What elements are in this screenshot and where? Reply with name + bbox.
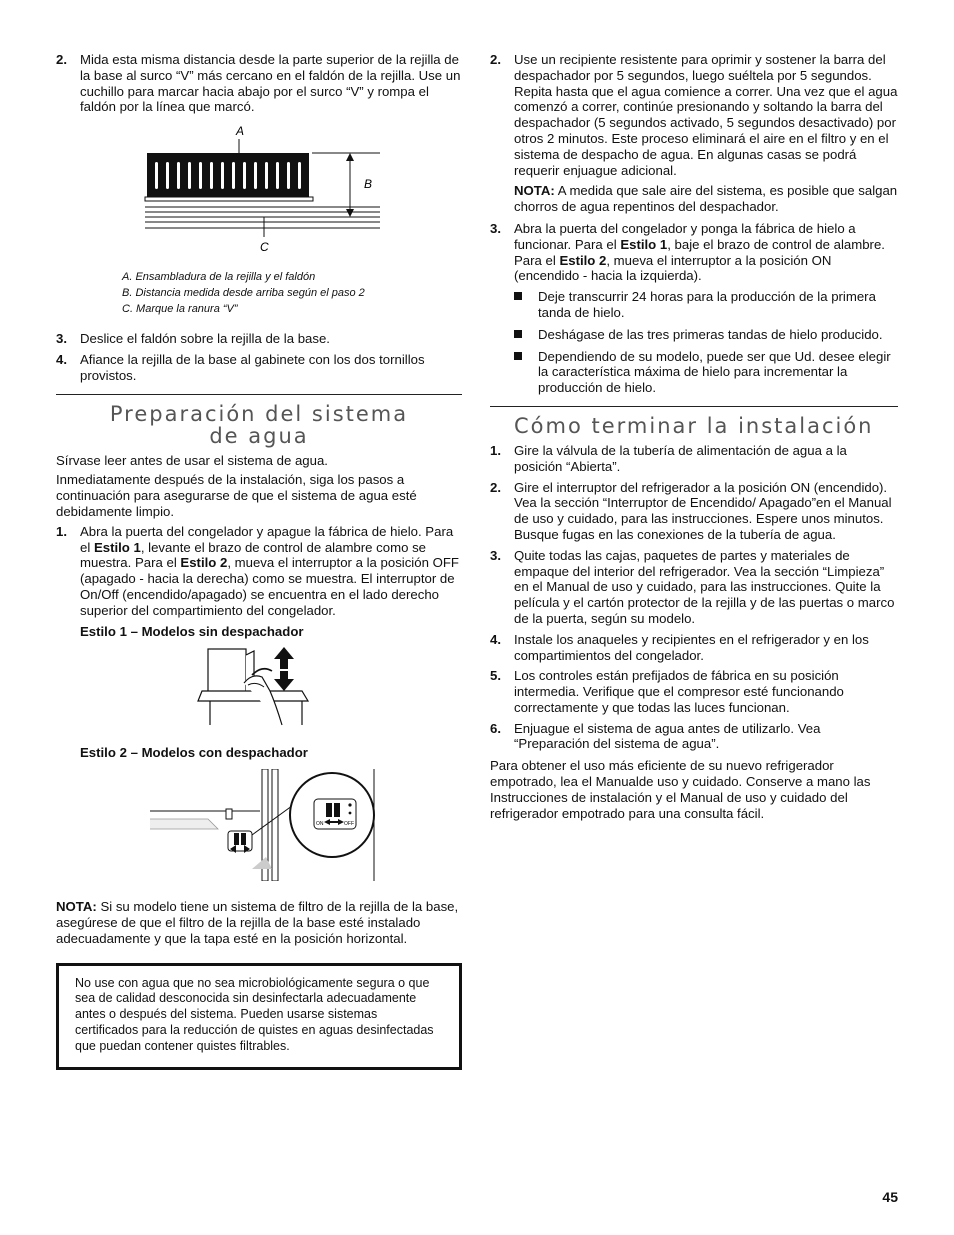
step-text: Los controles están prefijados de fábrica en su posición intermedia. Verifique que el compresor esté funcionando correctamente y que todas las luces funcionan. [514,668,844,715]
finish-step-2 [490,480,898,543]
dispenser-note [514,183,898,215]
style-2-bold: Estilo 2 [559,252,607,268]
ice-maker-arm-illustration [152,645,312,729]
finish-step-3 [490,548,898,627]
step-text: Quite todas las cajas, paquetes de partes y materiales de empaque del interior del refrigerador. Vea la sección “Limpieza” en el Manual de uso y cuidado, para las instrucciones. Quite la película y el cartón protector de la rejilla y de las puertas o marco de la puerta, según su modelo. [514,547,895,626]
style-1-heading: Estilo 1 – Modelos sin despachador [80,623,304,639]
style-1-figure [152,645,312,729]
caption-c: C. Marque la ranura “V” [122,303,238,316]
style-2-heading: Estilo 2 – Modelos con despachador [80,745,308,761]
style-1-bold: Estilo 1 [620,236,668,252]
step-text: Use un recipiente resistente para oprimir y sostener la barra del despachador por 5 segundos, luego suéltela por 5 segundos. Repita hasta que el agua comience a correr. Una vez que el agua comenzó a correr, continúe presionando y soltando la barra del despachador (5 segundos activado, 5 segundos desactivado) por otros 2 minutos. Este proceso eliminará el aire en el filtro y en el sistema de despacho de agua. En algunas casas se podrá requerir enjuague adicional. [514,52,898,178]
label-c: C [260,240,269,255]
step-text: Afiance la rejilla de la base al gabinete con los dos tornillos provistos. [80,351,425,383]
caption-b: B. Distancia medida desde arriba según el paso 2 [122,287,365,300]
closing-paragraph: Para obtener el uso más eficiente de su nuevo refrigerador empotrado, lea el Manualde uso y cuidado. Conserve a mano las Instrucciones de instalación y el Manual de uso y cuidado del refrigerador empotrado para una consulta fácil. [490,758,871,821]
note-label: NOTA: [56,899,97,915]
step-text: Abra la puerta del congelador y apague la fábrica de hielo. Para el [80,523,454,555]
finish-install-title: Cómo terminar la instalación [514,413,874,438]
left-column [56,52,462,1070]
grille-step-4 [56,352,462,384]
step-number: 2. [490,479,501,495]
water-warning-box [56,963,462,1070]
bullet-text: Deshágase de las tres primeras tandas de hielo producido. [538,326,883,342]
right-column [490,52,898,825]
ice-bullet-2 [514,327,898,343]
water-step-3 [490,221,898,284]
grille-figure [142,125,392,265]
bullet-text: Dependiendo de su modelo, puede ser que Ud. desee elegir la característica máxima de hielo para incrementar la producción de hielo. [538,348,891,396]
step-number: 4. [490,631,501,647]
step-number: 3. [490,547,501,563]
on-label: ON [316,821,324,828]
step-number: 3. [490,220,501,236]
style-2-bold: Estilo 2 [180,555,228,571]
style-1-bold: Estilo 1 [93,539,141,555]
step-number: 3. [56,331,67,347]
step-text: Deslice el faldón sobre la rejilla de la base. [80,331,330,347]
title-line-1: Preparación del sistema [109,401,409,426]
bullet-text: Deje transcurrir 24 horas para la producción de la primera tanda de hielo. [538,289,876,320]
step-text: Mida esta misma distancia desde la parte superior de la rejilla de la base al surco “V” más cercano en el faldón de la rejilla. Use un cuchillo para marcar hacia abajo por el surco “V” y rompa el faldón por la línea que marcó. [80,52,461,115]
step-number: 1. [490,442,501,458]
step-number: 6. [490,720,501,736]
label-b: B [364,177,373,192]
page-number: 45 [882,1189,898,1205]
step-text: Instale los anaqueles y recipientes en el refrigerador y en los compartimientos del congelador. [514,631,869,663]
style-2-figure [148,769,388,881]
label-a: A [236,125,245,139]
filter-note [56,899,462,946]
note-text: A medida que sale aire del sistema, es posible que salgan chorros de agua repentinos del despachador. [514,183,898,215]
bullet-square-icon [514,330,522,338]
step-number: 2. [490,52,501,67]
water-step-1 [56,524,462,619]
step-text: Enjuague el sistema de agua antes de utilizarlo. Vea “Preparación del sistema de agua”. [514,720,821,752]
title-line-2: de agua [209,423,309,448]
water-system-title [56,403,462,447]
grille-step-2 [56,52,462,115]
step-number: 5. [490,668,501,684]
finish-step-5 [490,668,898,715]
section-divider [490,406,898,407]
bullet-square-icon [514,292,522,300]
figure-captions [56,269,462,317]
water-step-2 [490,52,898,178]
step-text: , levante el brazo de control de alambre como se muestra. Para el [80,539,426,571]
step-number: 2. [56,52,67,67]
caption-a: A. Ensambladura de la rejilla y el faldón [122,271,316,284]
note-label: NOTA: [514,183,555,199]
intro-read: Sírvase leer antes de usar el sistema de agua. [56,452,328,468]
intro-steps: Inmediatamente después de la instalación, siga los pasos a continuación para asegurarse de que el sistema de agua esté debidamente limpio. [56,472,417,519]
ice-bullet-1 [514,289,898,321]
step-number: 1. [56,523,67,539]
bullet-square-icon [514,352,522,360]
step-text: , mueva el interruptor a la posición OFF (apagado - hacia la derecha) como se muestra. El interruptor de On/Off (encendido/apagado) se encuentra en el lado derecho superior del compartimiento del congelador. [80,555,459,618]
finish-step-6 [490,721,898,753]
step-text: Gire la válvula de la tubería de alimentación de agua a la posición “Abierta”. [514,442,847,474]
finish-step-1 [490,443,898,475]
ice-maker-switch-illustration [148,769,388,881]
grille-step-3 [56,331,462,347]
section-divider [56,394,462,395]
step-number: 4. [56,351,67,367]
step-text: , mueva el interruptor a la posición ON (encendido - hacia la izquierda). [514,252,832,284]
step-text: Abra la puerta del congelador y ponga la fábrica de hielo a funcionar. Para el [514,220,856,252]
finish-step-4 [490,632,898,664]
grille-diagram [142,125,392,265]
warning-text: No use con agua que no sea microbiológicamente segura o que sea de calidad desconocida sin desinfectarla adecuadamente antes o después del sistema. Pueden usarse sistemas certificados para la reducción de quistes en aguas desinfectadas que puedan contener quistes filtrables. [75,975,434,1053]
note-text: Si su modelo tiene un sistema de filtro de la rejilla de la base, asegúrese de que el filtro de la rejilla de la base esté instalado adecuadamente y que la tapa esté en la posición horizontal. [56,899,459,946]
arrow-up-icon [274,647,294,659]
ice-bullet-3 [514,349,898,396]
off-label: OFF [344,821,354,828]
step-text: , baje el brazo de control de alambre. Para el [514,236,885,268]
arrow-down-icon [274,679,294,691]
step-text: Gire el interruptor del refrigerador a la posición ON (encendido). Vea la sección “Interruptor de Encendido/ Apagado”en el Manual de uso y cuidado, para las instrucciones. Espere unos minutos. Busque fugas en las conexiones de la tubería de agua. [514,479,892,542]
